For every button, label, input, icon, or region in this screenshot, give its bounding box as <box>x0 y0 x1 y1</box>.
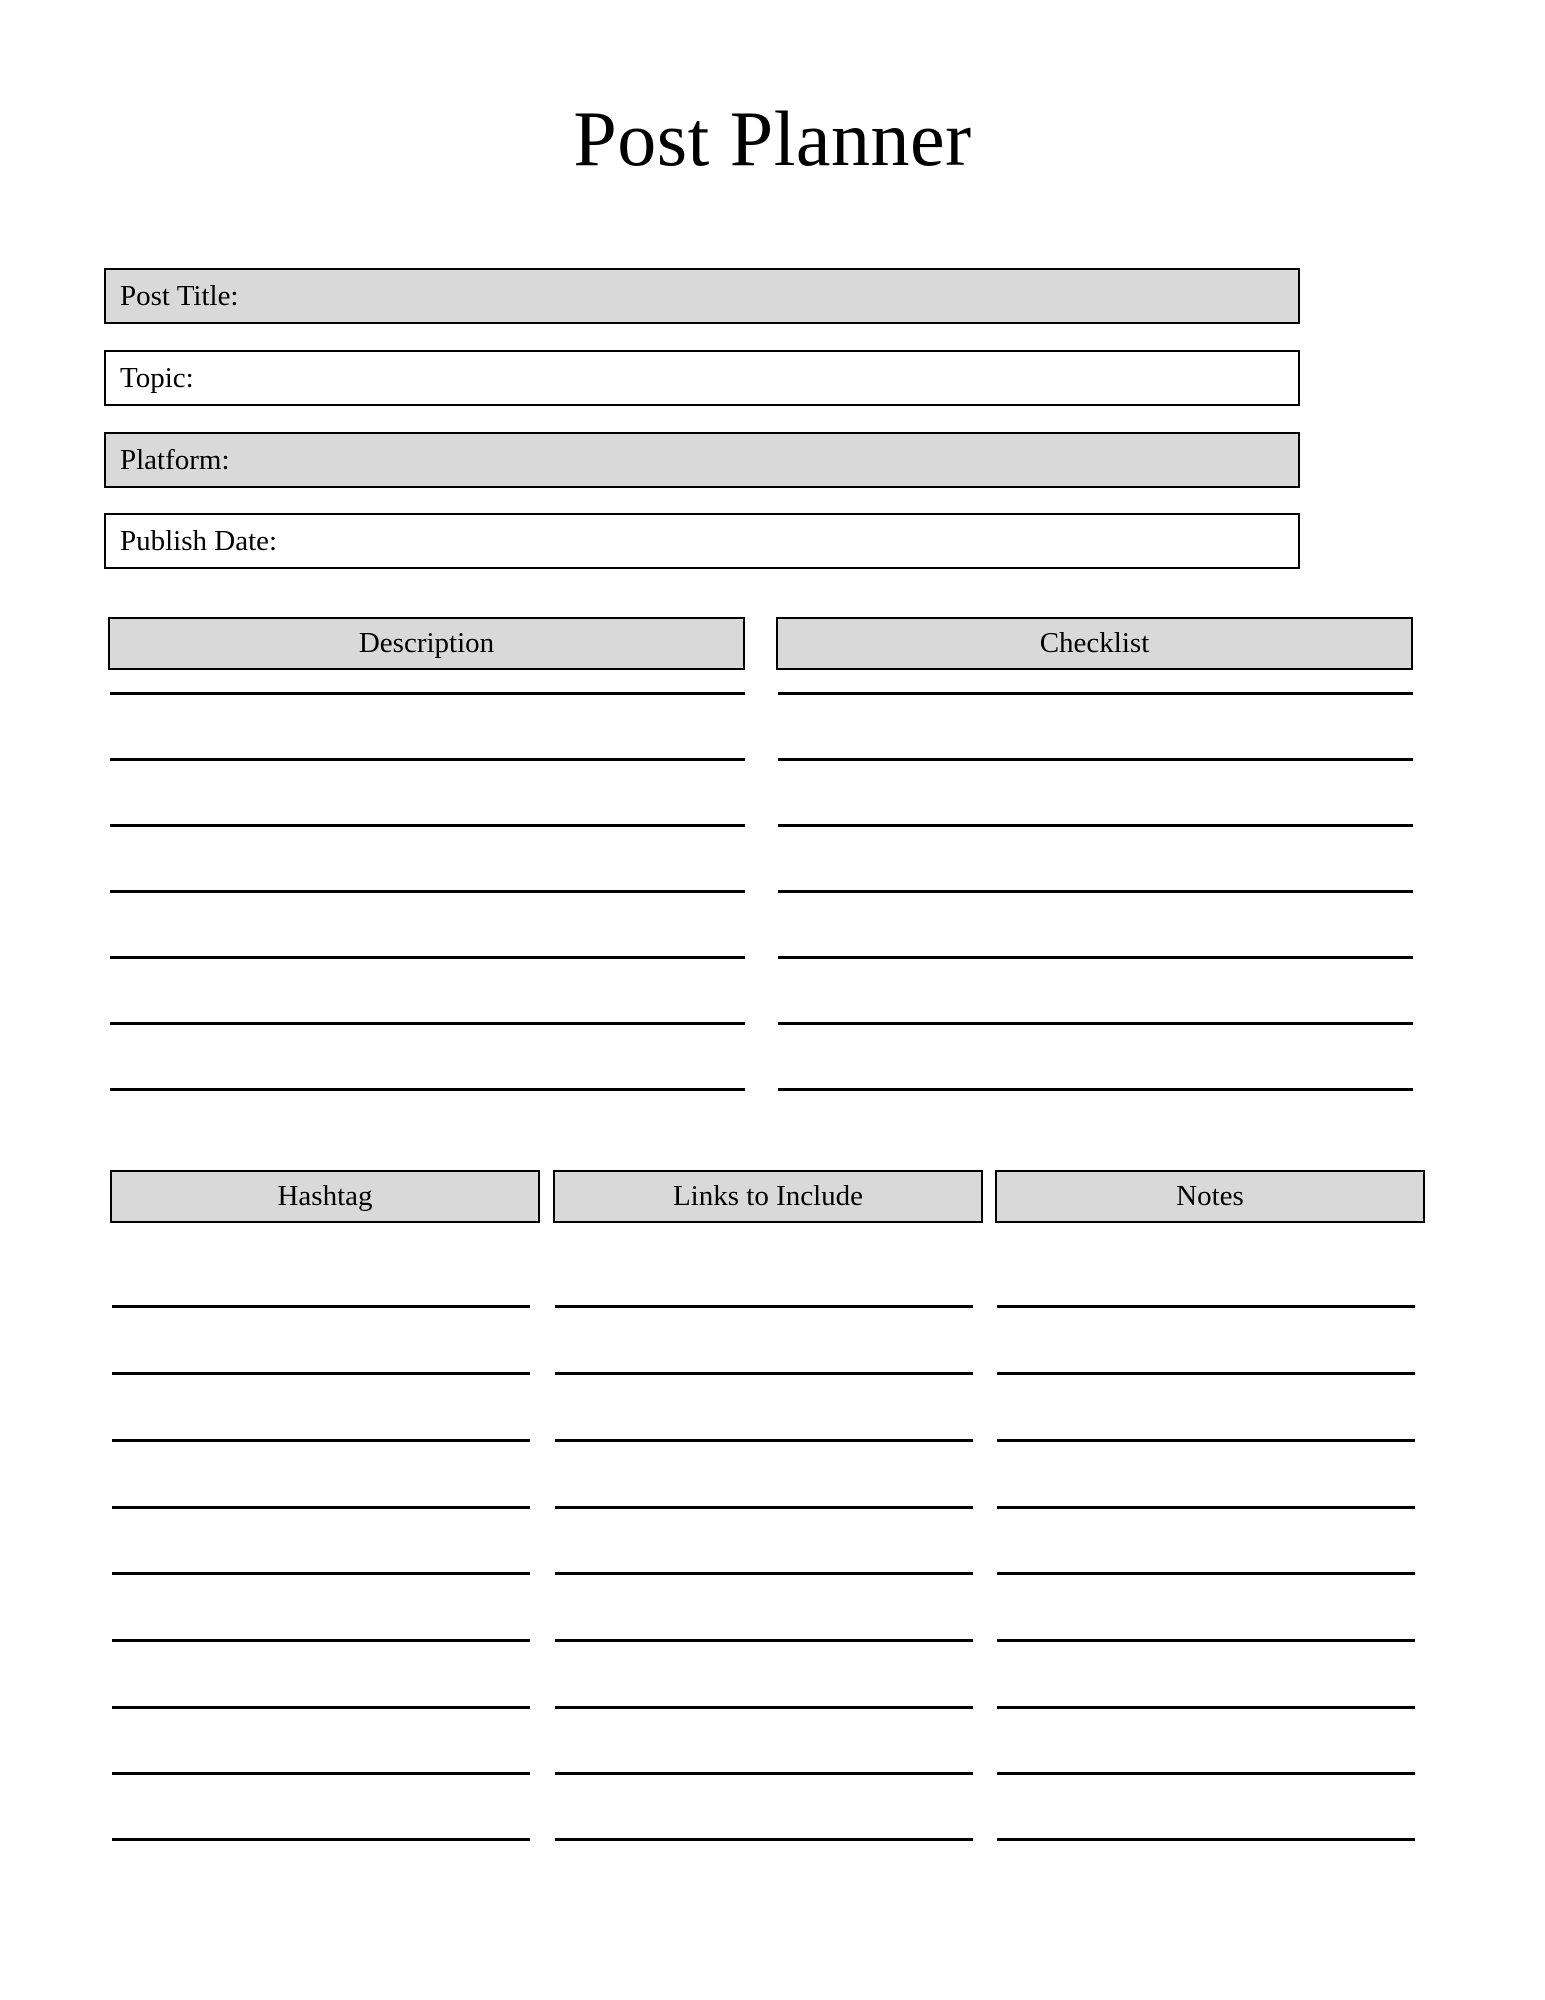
field-row-post-title[interactable] <box>104 268 1300 324</box>
write-line-links[interactable] <box>555 1838 973 1841</box>
write-line-description[interactable] <box>110 1022 745 1025</box>
write-line-checklist[interactable] <box>778 1022 1413 1025</box>
write-line-links[interactable] <box>555 1572 973 1575</box>
write-line-notes[interactable] <box>997 1305 1415 1308</box>
write-line-links[interactable] <box>555 1372 973 1375</box>
section-header-hashtag: Hashtag <box>110 1170 540 1223</box>
write-line-checklist[interactable] <box>778 1088 1413 1091</box>
write-line-checklist[interactable] <box>778 956 1413 959</box>
write-line-links[interactable] <box>555 1506 973 1509</box>
section-header-checklist: Checklist <box>776 617 1413 670</box>
write-line-notes[interactable] <box>997 1572 1415 1575</box>
write-line-notes[interactable] <box>997 1838 1415 1841</box>
write-line-notes[interactable] <box>997 1439 1415 1442</box>
write-line-description[interactable] <box>110 758 745 761</box>
write-line-links[interactable] <box>555 1706 973 1709</box>
write-line-hashtag[interactable] <box>112 1305 530 1308</box>
write-line-checklist[interactable] <box>778 824 1413 827</box>
write-line-hashtag[interactable] <box>112 1439 530 1442</box>
field-label-platform: Platform: <box>120 443 230 476</box>
field-label-post-title: Post Title: <box>120 279 239 312</box>
write-line-hashtag[interactable] <box>112 1372 530 1375</box>
write-line-links[interactable] <box>555 1439 973 1442</box>
write-line-notes[interactable] <box>997 1706 1415 1709</box>
field-label-topic: Topic: <box>120 361 194 394</box>
write-line-hashtag[interactable] <box>112 1639 530 1642</box>
write-line-hashtag[interactable] <box>112 1572 530 1575</box>
field-row-publish-date[interactable] <box>104 513 1300 569</box>
write-line-hashtag[interactable] <box>112 1772 530 1775</box>
section-header-notes: Notes <box>995 1170 1425 1223</box>
write-line-description[interactable] <box>110 956 745 959</box>
write-line-checklist[interactable] <box>778 890 1413 893</box>
write-line-links[interactable] <box>555 1772 973 1775</box>
write-line-checklist[interactable] <box>778 758 1413 761</box>
section-header-links-to-include: Links to Include <box>553 1170 983 1223</box>
write-line-notes[interactable] <box>997 1772 1415 1775</box>
write-line-links[interactable] <box>555 1639 973 1642</box>
write-line-description[interactable] <box>110 692 745 695</box>
write-line-description[interactable] <box>110 824 745 827</box>
write-line-description[interactable] <box>110 1088 745 1091</box>
field-row-topic[interactable] <box>104 350 1300 406</box>
section-header-description: Description <box>108 617 745 670</box>
field-label-publish-date: Publish Date: <box>120 524 278 557</box>
write-line-hashtag[interactable] <box>112 1506 530 1509</box>
write-line-hashtag[interactable] <box>112 1706 530 1709</box>
field-row-platform[interactable] <box>104 432 1300 488</box>
write-line-hashtag[interactable] <box>112 1838 530 1841</box>
write-line-notes[interactable] <box>997 1372 1415 1375</box>
write-line-links[interactable] <box>555 1305 973 1308</box>
write-line-description[interactable] <box>110 890 745 893</box>
write-line-notes[interactable] <box>997 1639 1415 1642</box>
write-line-notes[interactable] <box>997 1506 1415 1509</box>
write-line-checklist[interactable] <box>778 692 1413 695</box>
page-title: Post Planner <box>573 95 972 182</box>
